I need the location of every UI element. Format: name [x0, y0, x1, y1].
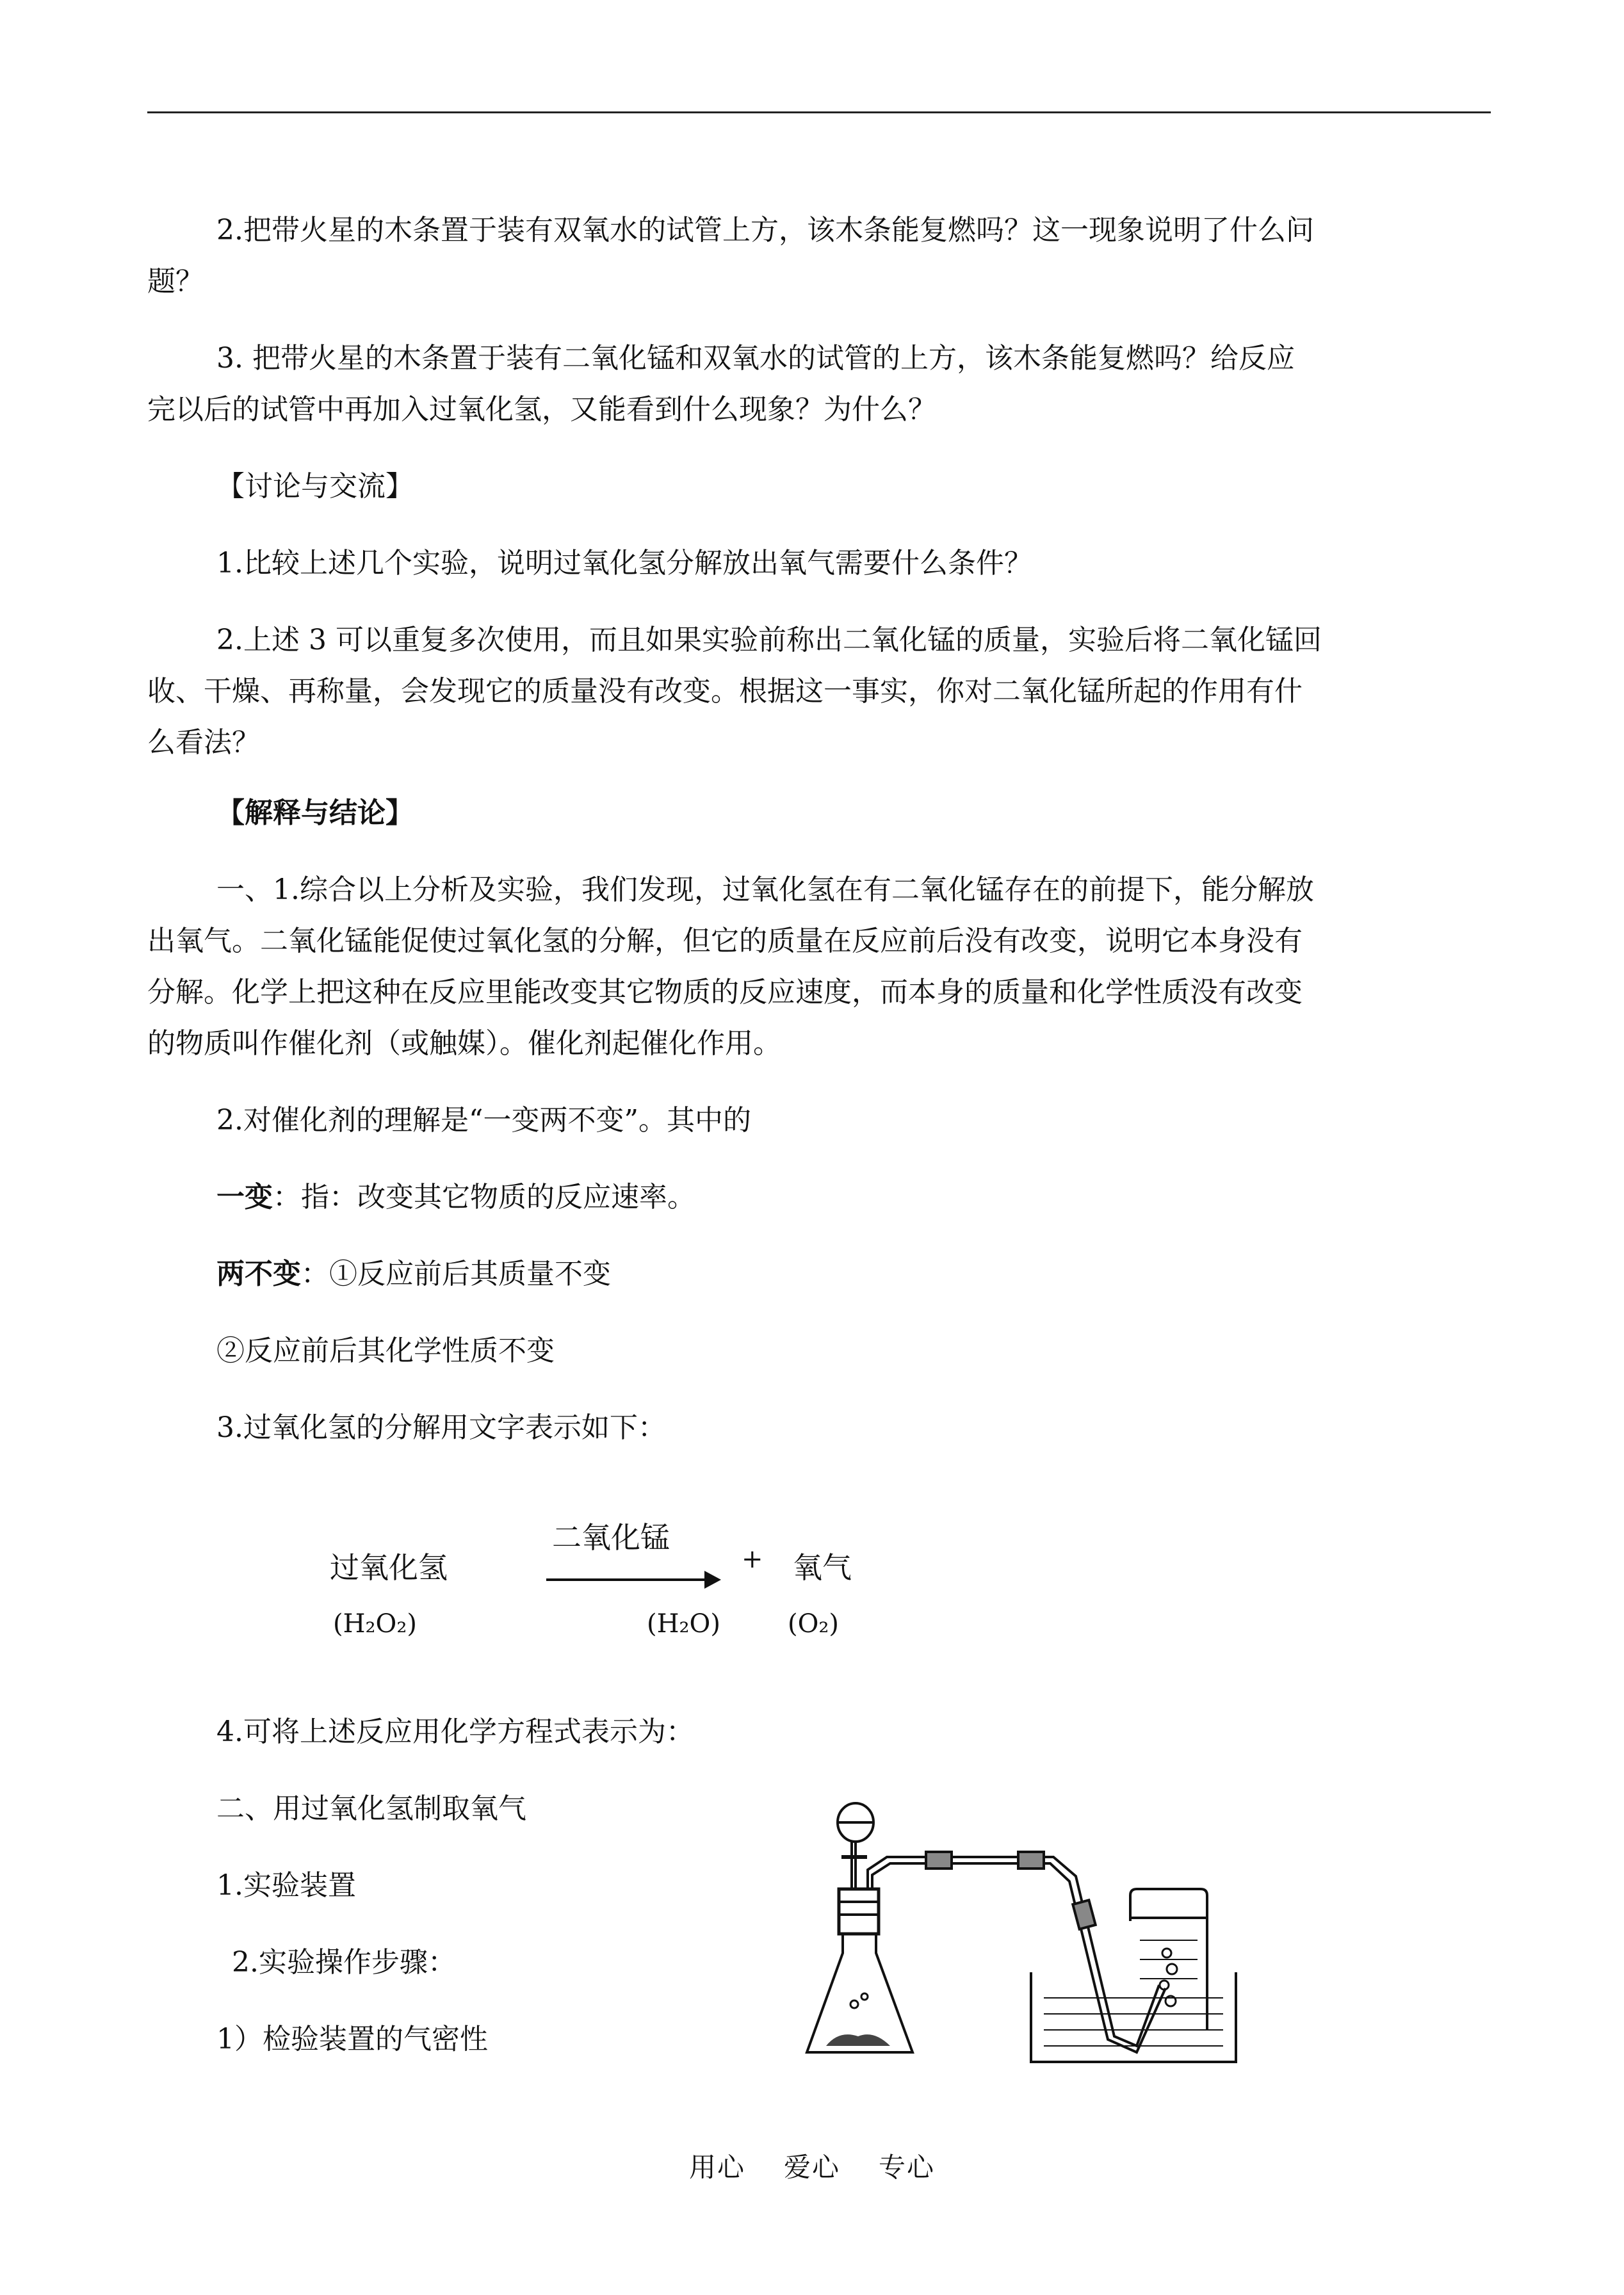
header-rule — [147, 111, 1491, 113]
one-change-label: 一变 — [216, 1181, 273, 1213]
conclusion-2: 2.对催化剂的理解是“一变两不变”。其中的 — [216, 1104, 751, 1137]
equation-reactant: 过氧化氢 — [330, 1550, 448, 1585]
conclusion-1-line3: 分解。化学上把这种在反应里能改变其它物质的反应速度，而本身的质量和化学性质没有改变 — [147, 976, 1303, 1009]
discussion-heading: 【讨论与交流】 — [216, 470, 414, 503]
conclusion-4: 4.可将上述反应用化学方程式表示为： — [216, 1715, 694, 1748]
conclusion-3: 3.过氧化氢的分解用文字表示如下： — [216, 1411, 666, 1444]
paragraph-2-line1: 2.把带火星的木条置于装有双氧水的试管上方，该木条能复燃吗？这一现象说明了什么问 — [216, 214, 1314, 247]
equation-arrowhead — [704, 1571, 721, 1589]
conclusion-1-line4: 的物质叫作催化剂（或触媒）。催化剂起催化作用。 — [147, 1027, 781, 1060]
equation-oxygen-formula: (O₂) — [788, 1609, 840, 1639]
footer-word-3: 专心 — [879, 2152, 936, 2183]
equation-reactant-formula: (H₂O₂) — [333, 1609, 417, 1639]
one-change-line — [216, 1172, 695, 1223]
section-2-item-2: 2.实验操作步骤： — [232, 1946, 456, 1979]
discussion-item-2-line2: 收、干燥、再称量，会发现它的质量没有改变。根据这一事实，你对二氧化锰所起的作用有什 — [147, 675, 1303, 708]
equation-arrow — [546, 1578, 713, 1581]
discussion-item-2-line1: 2.上述 3 可以重复多次使用，而且如果实验前称出二氧化锰的质量，实验后将二氧化锰回 — [216, 624, 1322, 656]
conclusion-1-line1: 一、1.综合以上分析及实验，我们发现，过氧化氢在有二氧化锰存在的前提下，能分解放 — [216, 873, 1314, 906]
two-unchanged-text: ：①反应前后其质量不变 — [301, 1258, 611, 1290]
section-2-item-1: 1.实验装置 — [216, 1869, 356, 1902]
footer-word-2: 爱心 — [783, 2152, 840, 2183]
footer-word-1: 用心 — [688, 2152, 745, 2183]
one-change-text: ：指：改变其它物质的反应速率。 — [273, 1181, 695, 1213]
conclusion-heading: 【解释与结论】 — [216, 797, 414, 829]
paragraph-2-line2: 题？ — [147, 265, 204, 298]
discussion-item-1: 1.比较上述几个实验，说明过氧化氢分解放出氧气需要什么条件？ — [216, 547, 1032, 580]
equation-water-formula: (H₂O) — [647, 1609, 720, 1639]
conclusion-1-line2: 出氧气。二氧化锰能促使过氧化氢的分解，但它的质量在反应前后没有改变，说明它本身没有 — [147, 925, 1303, 957]
equation-catalyst: 二氧化锰 — [552, 1520, 670, 1555]
equation-product: 氧气 — [793, 1550, 852, 1585]
section-2-heading: 二、用过氧化氢制取氧气 — [216, 1792, 526, 1825]
two-unchanged-label: 两不变 — [216, 1258, 301, 1290]
paragraph-3-line1: 3. 把带火星的木条置于装有二氧化锰和双氧水的试管的上方，该木条能复燃吗？给反应 — [216, 342, 1295, 375]
two-unchanged-text-2: ②反应前后其化学性质不变 — [216, 1334, 555, 1367]
oxygen-apparatus-figure — [800, 1793, 1249, 2068]
section-2-item-3: 1）检验装置的气密性 — [216, 2023, 488, 2056]
equation-plus: + — [742, 1545, 763, 1574]
two-unchanged-line — [216, 1249, 611, 1300]
paragraph-3-line2: 完以后的试管中再加入过氧化氢，又能看到什么现象？为什么？ — [147, 393, 936, 426]
page-footer — [0, 2146, 1624, 2185]
discussion-item-2-line3: 么看法？ — [147, 726, 260, 759]
